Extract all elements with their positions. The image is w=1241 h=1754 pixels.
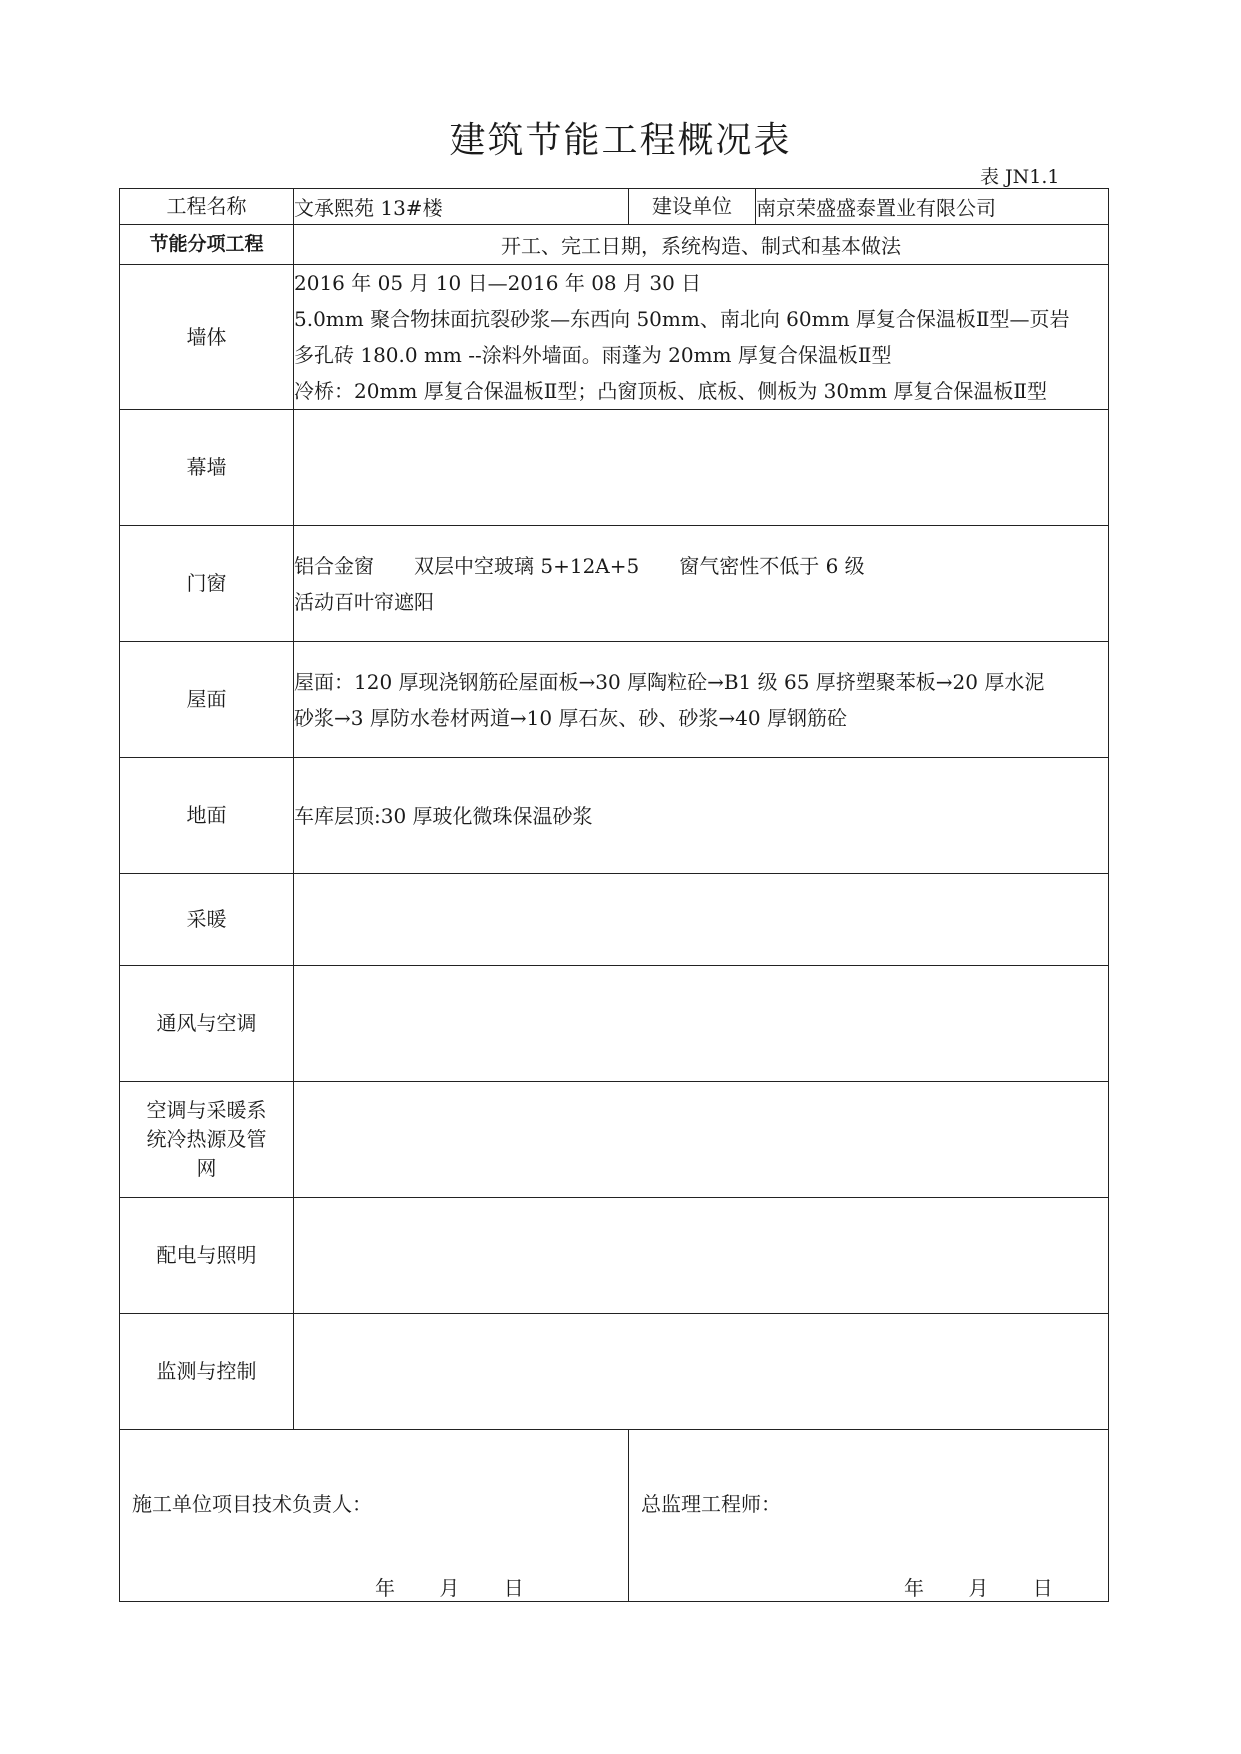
section-label-text: 门窗 — [186, 571, 227, 595]
header-row — [120, 189, 1109, 225]
project-name-label: 工程名称 — [120, 189, 294, 225]
section-row — [120, 526, 1109, 642]
section-content — [294, 265, 1109, 410]
section-label — [120, 874, 294, 966]
section-content-line: 车库层顶:30 厚玻化微珠保温砂浆 — [294, 803, 593, 828]
document-title: 建筑节能工程概况表 — [449, 120, 792, 161]
section-row — [120, 966, 1109, 1082]
section-label-text: 监测与控制 — [156, 1359, 257, 1383]
section-label — [120, 966, 294, 1082]
section-label — [120, 526, 294, 642]
section-row — [120, 1198, 1109, 1314]
section-label-text: 屋面 — [186, 687, 227, 711]
supervisor-signature-cell — [629, 1430, 1109, 1602]
section-row — [120, 758, 1109, 874]
section-content — [294, 526, 1109, 642]
desc-column-header: 开工、完工日期，系统构造、制式和基本做法 — [294, 225, 1109, 265]
section-label — [120, 1082, 294, 1198]
supervisor-signature-date: 年 月 日 — [904, 1576, 1053, 1600]
project-name-value: 文承熙苑 13#楼 — [294, 189, 629, 225]
constructor-signature-label: 施工单位项目技术负责人： — [132, 1492, 372, 1516]
rows-body — [120, 265, 1109, 1430]
signature-row — [120, 1430, 1109, 1602]
section-label-text: 幕墙 — [186, 455, 227, 479]
section-label — [120, 1314, 294, 1430]
section-row — [120, 410, 1109, 526]
section-content — [294, 642, 1109, 758]
section-content-line: 屋面：120 厚现浇钢筋砼屋面板→30 厚陶粒砼→B1 级 65 厚挤塑聚苯板→20 厚水泥 — [294, 669, 1045, 694]
section-row — [120, 1314, 1109, 1430]
section-label — [120, 642, 294, 758]
section-label — [120, 265, 294, 410]
constructor-signature-date: 年 月 日 — [375, 1576, 524, 1600]
section-row — [120, 265, 1109, 410]
section-label-text: 墙体 — [186, 324, 227, 349]
section-label-text: 配电与照明 — [156, 1243, 257, 1267]
section-content — [294, 1198, 1109, 1314]
builder-value: 南京荣盛盛泰置业有限公司 — [756, 189, 1109, 225]
section-content — [294, 966, 1109, 1082]
section-content-line: 活动百叶帘遮阳 — [294, 589, 434, 614]
section-content-line: 铝合金窗 双层中空玻璃 5+12A+5 窗气密性不低于 6 级 — [294, 553, 865, 578]
column-header-row — [120, 225, 1109, 265]
constructor-signature-cell — [120, 1430, 629, 1602]
section-label — [120, 410, 294, 526]
section-content — [294, 758, 1109, 874]
section-label-text: 通风与空调 — [156, 1011, 257, 1035]
section-content — [294, 1314, 1109, 1430]
section-row — [120, 642, 1109, 758]
overview-table — [119, 188, 1109, 1602]
item-column-header: 节能分项工程 — [120, 225, 294, 265]
form-number: 表 JN1.1 — [980, 166, 1060, 188]
section-label — [120, 1198, 294, 1314]
supervisor-signature-label: 总监理工程师： — [641, 1492, 781, 1516]
section-label-text: 采暖 — [186, 907, 227, 931]
section-row — [120, 874, 1109, 966]
section-content — [294, 410, 1109, 526]
section-content-line: 5.0mm 聚合物抹面抗裂砂浆—东西向 50mm、南北向 60mm 厚复合保温板Ⅱ型—页岩 — [294, 307, 1070, 331]
section-label-text: 地面 — [186, 803, 227, 827]
section-content-line: 砂浆→3 厚防水卷材两道→10 厚石灰、砂、砂浆→40 厚钢筋砼 — [294, 705, 847, 730]
section-content-line: 多孔砖 180.0 mm --涂料外墙面。雨蓬为 20mm 厚复合保温板Ⅱ型 — [294, 343, 892, 367]
section-label — [120, 758, 294, 874]
section-label-text: 空调与采暖系统冷热源及管网 — [146, 1098, 267, 1180]
section-row — [120, 1082, 1109, 1198]
section-content-line: 冷桥：20mm 厚复合保温板Ⅱ型；凸窗顶板、底板、侧板为 30mm 厚复合保温板Ⅱ型 — [294, 379, 1048, 403]
section-content — [294, 1082, 1109, 1198]
section-content-line: 2016 年 05 月 10 日—2016 年 08 月 30 日 — [294, 271, 702, 295]
builder-label: 建设单位 — [629, 189, 756, 225]
section-content — [294, 874, 1109, 966]
